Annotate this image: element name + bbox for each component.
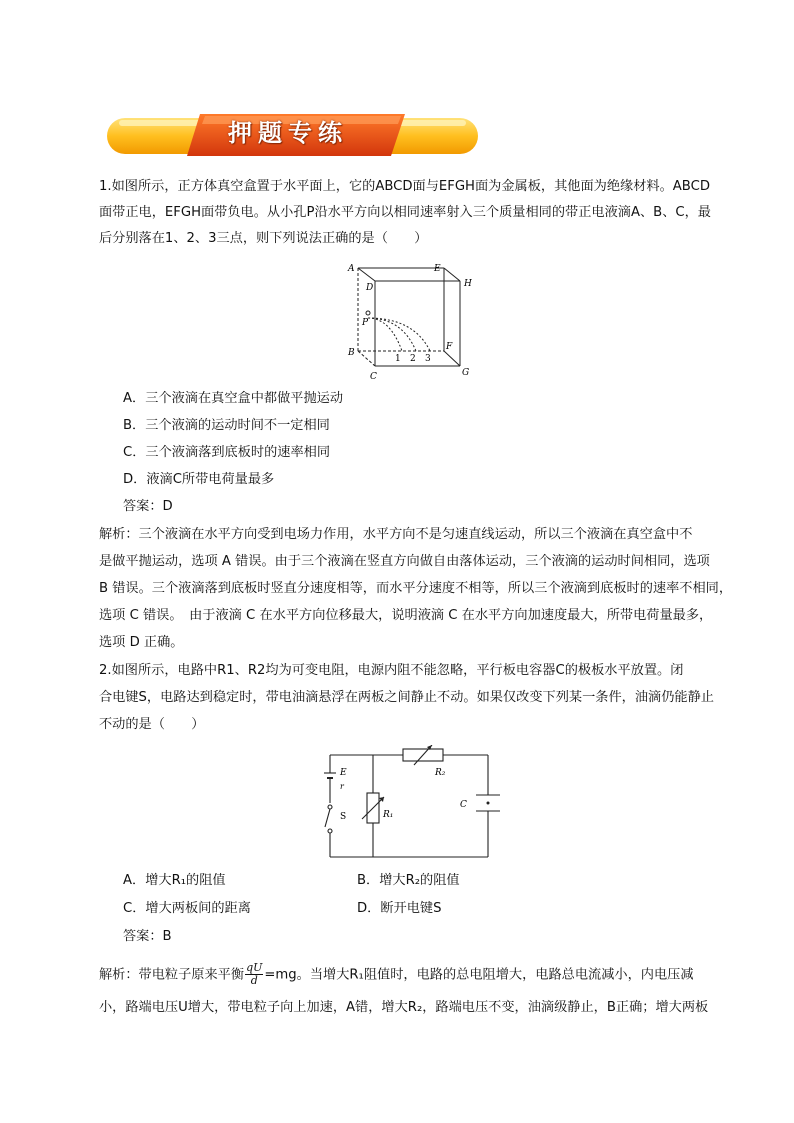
label-C: C [370, 372, 377, 382]
q1-stem-line3: 后分别落在1、2、3三点，则下列说法正确的是（ ） [99, 231, 428, 246]
label-R2: R₂ [435, 768, 446, 778]
label-1: 1 [395, 354, 401, 364]
q2-analysis-line2: 小，路端电压U增大，带电粒子向上加速，A错，增大R₂，路端电压不变，油滴级静止，B正确；增大两板 [99, 1000, 709, 1015]
q2-stem-line1: 2.如图所示，电路中R1、R2均为可变电阻，电源内阻不能忽略，平行板电容器C的极板水平放置。闭 [99, 663, 684, 678]
q2-option-a: A．增大R₁的阻值 [123, 873, 226, 888]
fraction-numerator: qU [246, 961, 263, 974]
label-B: B [348, 348, 355, 358]
q1-analysis-line1: 解析：三个液滴在水平方向受到电场力作用，水平方向不是匀速直线运动，所以三个液滴在真空盒中不 [99, 527, 693, 542]
q1-stem-line1: 1.如图所示，正方体真空盒置于水平面上，它的ABCD面与EFGH面为金属板，其他面为绝缘材料。ABCD [99, 179, 710, 194]
q2-stem-line3: 不动的是（ ） [99, 717, 205, 732]
label-P: P [362, 318, 369, 328]
q2-stem-line2: 合电键S，电路达到稳定时，带电油滴悬浮在两板之间静止不动。如果仅改变下列某一条件，油滴仍能静止 [99, 690, 714, 705]
label-r: r [340, 782, 344, 791]
q2-answer: 答案：B [123, 929, 172, 944]
q1-option-b: B．三个液滴的运动时间不一定相同 [123, 418, 330, 433]
label-A: A [348, 264, 355, 274]
label-H: H [464, 279, 472, 289]
label-2: 2 [410, 354, 416, 364]
label-C: C [460, 800, 467, 810]
label-G: G [462, 368, 470, 378]
label-D: D [366, 283, 374, 293]
q1-analysis-line3: B 错误。三个液滴落到底板时竖直分速度相等，而水平分速度不相等，所以三个液滴到底板时的速率不相同， [99, 581, 733, 596]
banner-title: 押题专练 [228, 119, 348, 147]
label-R1: R₁ [383, 810, 394, 820]
q1-option-a: A．三个液滴在真空盒中都做平抛运动 [123, 391, 344, 406]
label-E: E [434, 264, 441, 274]
label-3: 3 [425, 354, 431, 364]
fraction-qU-over-d [245, 962, 263, 987]
q2-analysis-post: =mg。当增大R₁阻值时，电路的总电阻增大，电路总电流减小，内电压减 [264, 967, 694, 983]
q2-option-b: B．增大R₂的阻值 [357, 873, 460, 888]
label-E: E [340, 768, 347, 778]
q1-answer: 答案：D [123, 499, 173, 514]
q2-option-d: D．断开电键S [357, 901, 442, 916]
cube-figure [340, 258, 480, 383]
q2-analysis-pre: 解析：带电粒子原来平衡 [99, 967, 245, 983]
q1-analysis-line5: 选项 D 正确。 [99, 635, 184, 650]
q1-option-d: D．液滴C所带电荷量最多 [123, 472, 275, 487]
q2-analysis-line1 [99, 962, 709, 988]
label-F: F [446, 342, 453, 352]
q1-option-c: C．三个液滴落到底板时的速率相同 [123, 445, 331, 460]
fraction-denominator: d [250, 974, 258, 987]
circuit-figure [318, 745, 508, 863]
q1-analysis-line4: 选项 C 错误。 由于液滴 C 在水平方向位移最大，说明液滴 C 在水平方向加速度最大，所带电荷量最多， [99, 608, 713, 623]
label-S: S [340, 812, 347, 822]
q2-option-c: C．增大两板间的距离 [123, 901, 251, 916]
q1-stem-line2: 面带正电，EFGH面带负电。从小孔P沿水平方向以相同速率射入三个质量相同的带正电液滴A、B、C，最 [99, 205, 711, 220]
q1-analysis-line2: 是做平抛运动，选项 A 错误。由于三个液滴在竖直方向做自由落体运动，三个液滴的运动时间相同，选项 [99, 554, 710, 569]
